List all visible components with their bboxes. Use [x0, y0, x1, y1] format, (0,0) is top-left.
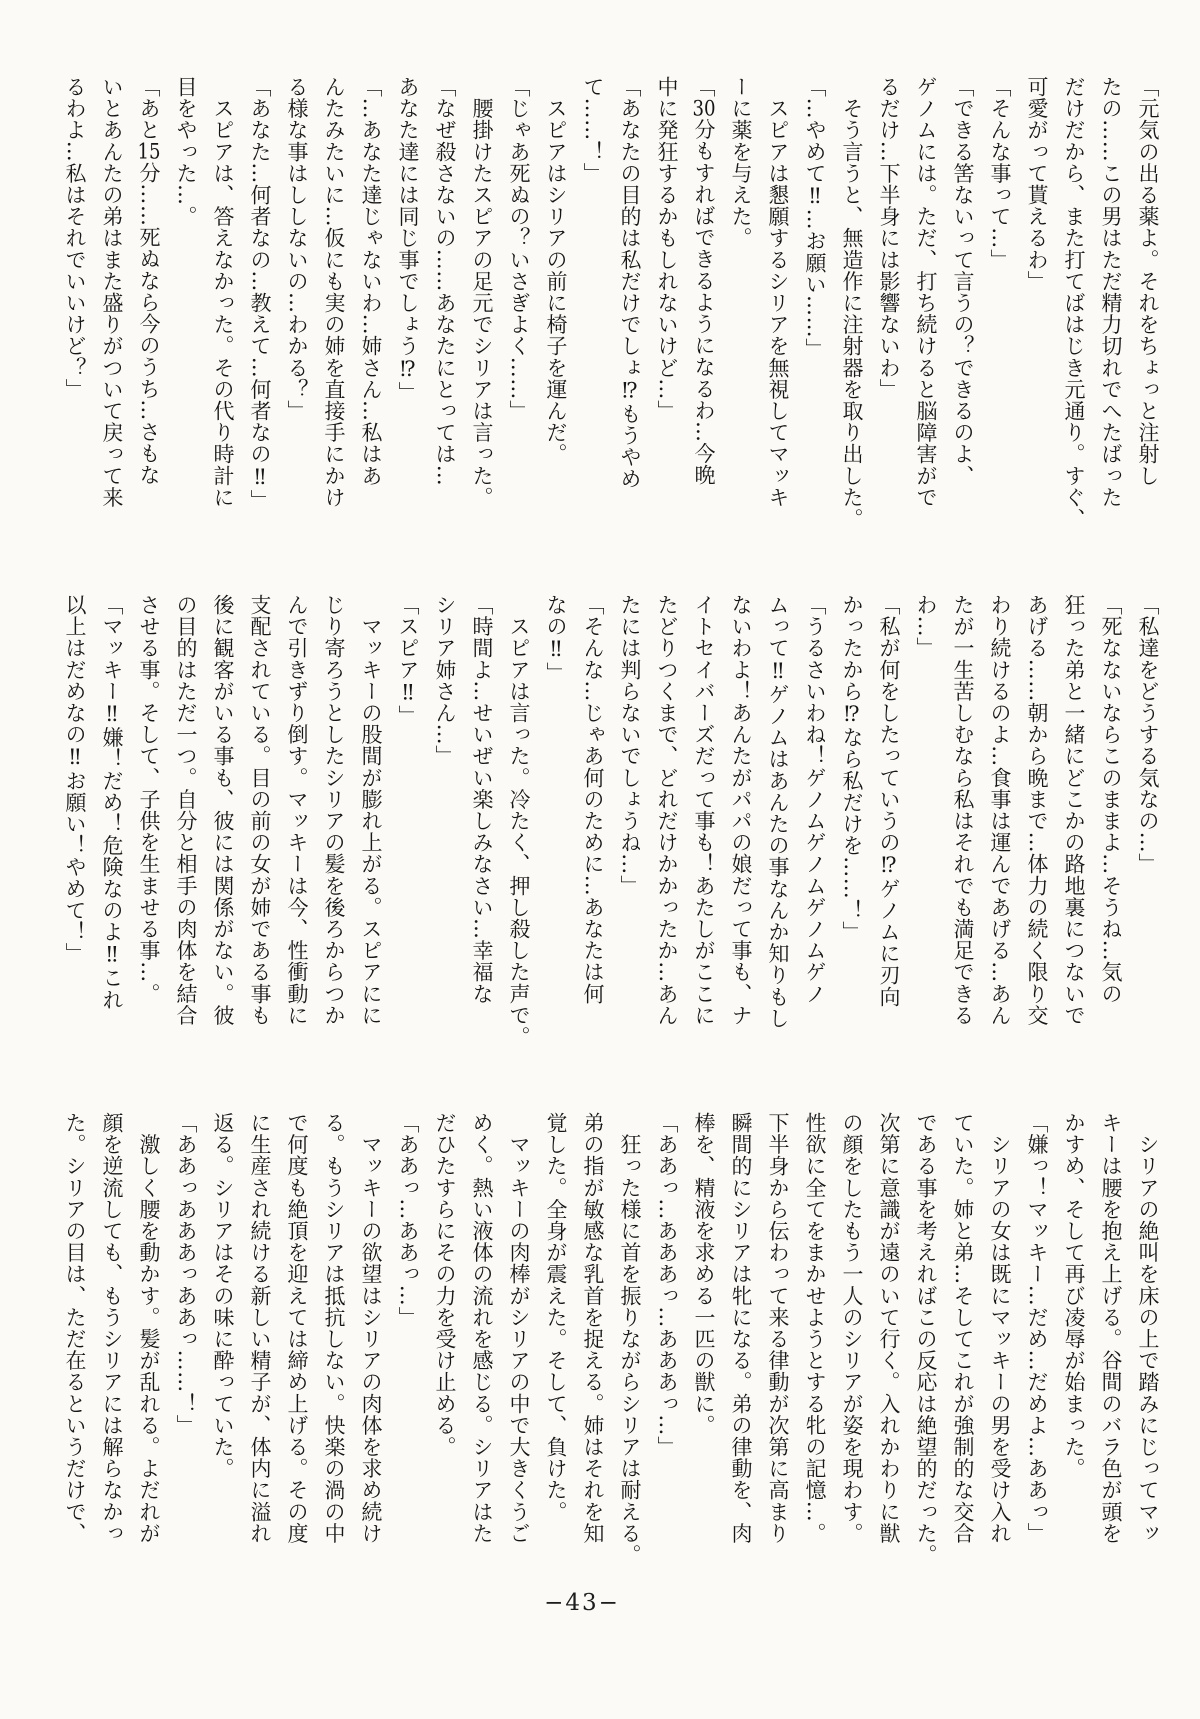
text-column: ていた。姉と弟…そしてこれが強制的な交合 — [951, 1112, 975, 1544]
text-column: めく。熱い液体の流れを感じる。シリアはた — [470, 1112, 494, 1544]
text-column: 返る。シリアはその味に酔っていた。 — [211, 1112, 235, 1480]
page-number: −43− — [544, 1590, 620, 1616]
text-column: に生産され続ける新しい精子が、体内に溢れ — [248, 1112, 272, 1544]
text-column: 「マッキー‼嫌！だめ！危険なのよ‼これ — [100, 594, 124, 1011]
text-column: 「ああっ…あああっ…あああっ…」 — [655, 1112, 679, 1458]
text-column: キーは腰を抱え上げる。谷間のバラ色が頭を — [1099, 1112, 1123, 1544]
text-column: じり寄ろうとしたシリアの髪を後ろからつか — [322, 594, 346, 1026]
text-column: ないわよ！あんたがパパの娘だって事も、ナ — [729, 594, 753, 1026]
text-block-top — [56, 76, 1166, 546]
text-column: だけだから、また打てばはじき元通り。すぐ、 — [1062, 76, 1086, 530]
text-column: 「じゃあ死ぬの？いさぎよく……」 — [507, 76, 531, 422]
text-column: シリアの女は既にマッキーの男を受け入れ — [988, 1112, 1012, 1544]
text-column: 覚した。全身が震えた。そして、負けた。 — [544, 1112, 568, 1523]
text-column: スピアはシリアの前に椅子を運んだ。 — [544, 76, 568, 465]
text-column: ムって‼ゲノムはあんたの事なんか知りもし — [766, 594, 790, 1029]
text-column: 「…やめて‼…お願い……」 — [803, 76, 827, 360]
text-block-middle — [56, 594, 1166, 1064]
text-column: 下半身から伝わって来る律動が次第に高まり — [766, 1112, 790, 1544]
text-column: 「あなた…何者なの…教えて…何者なの‼」 — [248, 76, 272, 511]
text-column: 「私達をどうする気なの…」 — [1136, 594, 1160, 875]
text-column: わり続けるのよ…食事は運んであげる…あん — [988, 594, 1012, 1026]
text-column: 「時間よ…せいぜい楽しみなさい…幸福な — [470, 594, 494, 1005]
text-column: 「スピア‼」 — [396, 594, 420, 727]
text-column: 棒を、精液を求める一匹の獣に。 — [692, 1112, 716, 1436]
text-column: るわよ…私はそれでいいけど？」 — [63, 76, 87, 400]
text-column: あなた達には同じ事でしょう⁉」 — [396, 76, 420, 403]
text-column: 「そんな事って…」 — [988, 76, 1012, 271]
text-column: る様な事はししないの…わかる？」 — [285, 76, 309, 422]
text-column: 「…あなた達じゃないわ…姉さん…私はあ — [359, 76, 383, 487]
text-column: 狂った様に首を振りながらシリアは耐える。 — [618, 1112, 642, 1566]
text-column: 「私が何をしたっていうの⁉ゲノムに刃向 — [877, 594, 901, 1008]
text-column: 後に観客がいる事も、彼には関係がない。彼 — [211, 594, 235, 1026]
text-column: スピアは言った。冷たく、押し殺した声で。 — [507, 594, 531, 1048]
text-column: たどりつくまで、どれだけかかったか…あん — [655, 594, 679, 1026]
text-column: たには判らないでしょうね…」 — [618, 594, 642, 897]
text-column: スピアは懇願するシリアを無視してマッキ — [766, 76, 790, 508]
text-column: 「あなたの目的は私だけでしょ⁉もうやめ — [618, 76, 642, 490]
text-column: そう言うと、無造作に注射器を取り出した。 — [840, 76, 864, 530]
text-column: の目的はただ一つ。自分と相手の肉体を結合 — [174, 594, 198, 1026]
text-column: 腰掛けたスピアの足元でシリアは言った。 — [470, 76, 494, 508]
text-column: 弟の指が敏感な乳首を捉える。姉はそれを知 — [581, 1112, 605, 1544]
text-column: ゲノムには。ただ、打ち続けると脳障害がで — [914, 76, 938, 508]
text-column: るだけ…下半身には影響ないわ」 — [877, 76, 901, 400]
text-column: 中に発狂するかもしれないけど…」 — [655, 76, 679, 422]
text-column: わ…」 — [914, 594, 938, 659]
text-column: 「あと15分……死ぬなら今のうち…さもな — [137, 76, 161, 486]
text-column: で何度も絶頂を迎えては締め上げる。その度 — [285, 1112, 309, 1544]
text-column: かすめ、そして再び凌辱が始まった。 — [1062, 1112, 1086, 1480]
text-column: たが一生苦しむなら私はそれでも満足できる — [951, 594, 975, 1026]
text-column: の顔をしたもう一人のシリアが姿を現わす。 — [840, 1112, 864, 1544]
text-column: 激しく腰を動かす。髪が乱れる。よだれが — [137, 1112, 161, 1544]
text-column: 「うるさいわね！ゲノムゲノムゲノムゲノ — [803, 594, 827, 1005]
text-column: 「死なないならこのままよ…そうね…気の — [1099, 594, 1123, 1005]
text-column: いとあんたの弟はまた盛りがついて戻って来 — [100, 76, 124, 508]
text-column: 可愛がって貰えるわ」 — [1025, 76, 1049, 292]
text-column: 目をやった…。 — [174, 76, 198, 228]
text-block-bottom — [56, 1112, 1166, 1582]
text-column: マッキーの股間が膨れ上がる。スピアにに — [359, 594, 383, 1026]
text-column: 「30分もすればできるようになるわ…今晩 — [692, 76, 716, 486]
text-column: 「ああっ…ああっ…」 — [396, 1112, 420, 1328]
text-column: たの……この男はただ精力切れでへたばった — [1099, 76, 1123, 508]
text-column: 「そんな…じゃあ何のために…あなたは何 — [581, 594, 605, 1005]
text-column: だひたすらにその力を受け止める。 — [433, 1112, 457, 1458]
text-column: 「なぜ殺さないの……あなたにとっては… — [433, 76, 457, 487]
text-column: 「できる筈ないって言うの？できるのよ、 — [951, 76, 975, 487]
text-column: 支配されている。目の前の女が姉である事も — [248, 594, 272, 1026]
text-column: イトセイバーズだって事も！あたしがここに — [692, 594, 716, 1026]
text-column: かったから⁉なら私だけを……！」 — [840, 594, 864, 943]
text-column: 「元気の出る薬よ。それをちょっと注射し — [1136, 76, 1160, 487]
text-column: させる事。そして、子供を生ませる事…。 — [137, 594, 161, 1005]
text-column: 性欲に全てをまかせようとする牝の記憶…。 — [803, 1112, 827, 1544]
text-column: シリア姉さん…」 — [433, 594, 457, 767]
text-column: 以上はだめなの‼お願い！やめて！」 — [63, 594, 87, 965]
text-column: である事を考えればこの反応は絶望的だった。 — [914, 1112, 938, 1566]
text-column: 瞬間的にシリアは牝になる。弟の律動を、肉 — [729, 1112, 753, 1544]
text-column: た。シリアの目は、ただ在るというだけで、 — [63, 1112, 87, 1544]
text-column: 狂った弟と一緒にどこかの路地裏につないで — [1062, 594, 1086, 1026]
text-column: マッキーの肉棒がシリアの中で大きくうご — [507, 1112, 531, 1544]
text-column: シリアの絶叫を床の上で踏みにじってマッ — [1136, 1112, 1160, 1544]
text-column: て……！」 — [581, 76, 605, 184]
text-column: ーに薬を与えた。 — [729, 76, 753, 249]
text-column: 次第に意識が遠のいて行く。入れかわりに獣 — [877, 1112, 901, 1544]
text-column: んで引きずり倒す。マッキーは今、性衝動に — [285, 594, 309, 1026]
text-column: んたみたいに…仮にも実の姉を直接手にかけ — [322, 76, 346, 508]
text-column: あげる……朝から晩まで…体力の続く限り交 — [1025, 594, 1049, 1026]
text-column: る。もうシリアは抵抗しない。快楽の渦の中 — [322, 1112, 346, 1544]
text-column: 顔を逆流しても、もうシリアには解らなかっ — [100, 1112, 124, 1544]
text-column: マッキーの欲望はシリアの肉体を求め続け — [359, 1112, 383, 1544]
text-column: なの‼」 — [544, 594, 568, 684]
text-column: 「嫌っ！マッキー…だめ…だめよ…ああっ」 — [1025, 1112, 1049, 1544]
text-column: 「ああっあああっああっ……！」 — [174, 1112, 198, 1436]
text-column: スピアは、答えなかった。その代り時計に — [211, 76, 235, 508]
